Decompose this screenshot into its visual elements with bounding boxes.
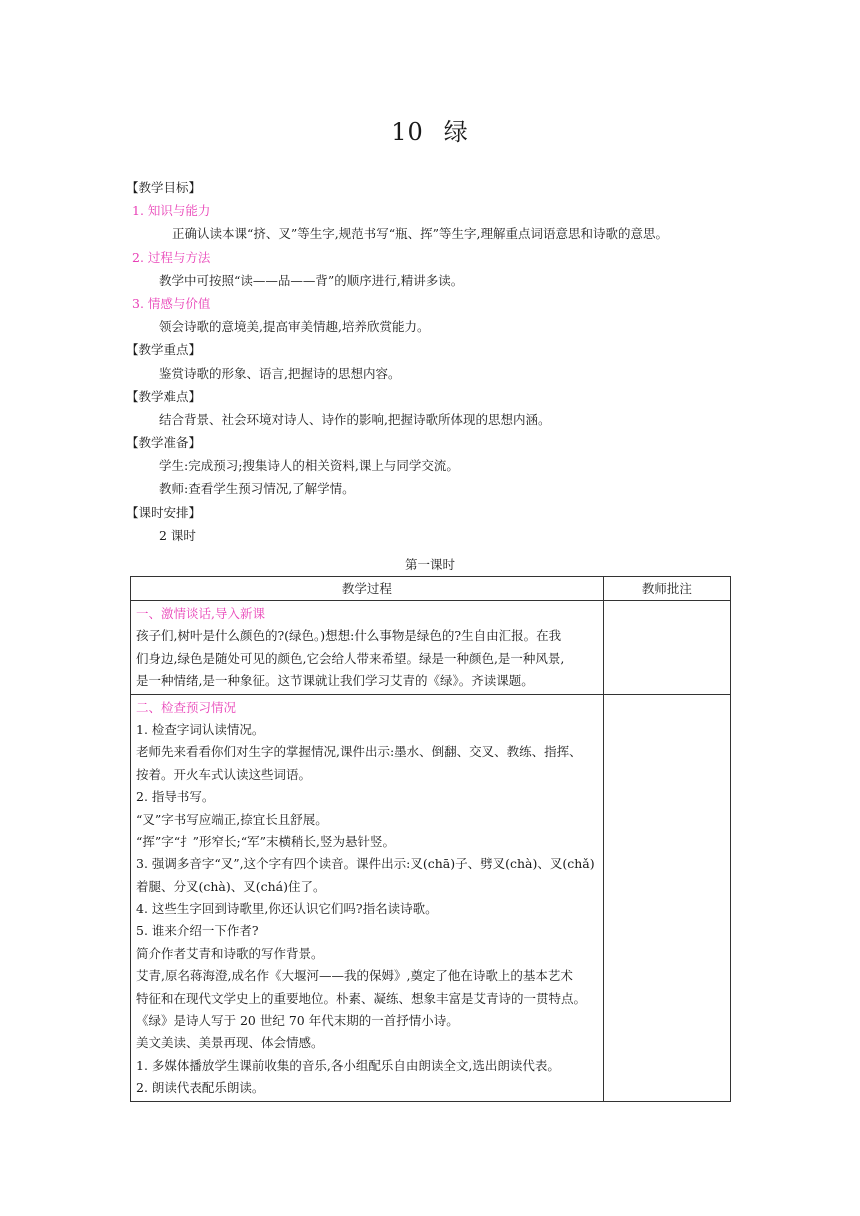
preparation-teacher-text: 教师:查看学生预习情况,了解学情。 [159,481,355,497]
text-line: 按着。开火车式认读这些词语。 [136,766,312,782]
text-line: 老师先来看看你们对生字的掌握情况,课件出示:墨水、倒翻、交叉、教练、指挥、 [136,744,582,760]
text-line: 1. 检查字词认读情况。 [136,721,265,737]
table-row [131,694,731,1101]
subheading-emotion: 3. 情感与价值 [132,295,211,311]
goal-knowledge-text: 正确认读本课“挤、叉”等生字,规范书写“瓶、挥”等生字,理解重点词语意思和诗歌的意思。 [172,226,669,242]
text-line: “叉”字书写应端正,捺宜长且舒展。 [136,811,328,827]
text-line: 是一种情绪,是一种象征。这节课就让我们学习艾青的《绿》。齐读课题。 [136,673,534,689]
section-heading-schedule: 【课时安排】 [126,504,202,520]
text-line: 们身边,绿色是随处可见的颜色,它会给人带来希望。绿是一种颜色,是一种风景, [136,650,565,666]
key-points-text: 鉴赏诗歌的形象、语言,把握诗的思想内容。 [159,365,401,381]
text-line: 1. 多媒体播放学生课前收集的音乐,各小组配乐自由朗读全文,选出朗读代表。 [136,1057,560,1073]
process-cell-intro [131,601,604,695]
header-process: 教学过程 [131,577,604,601]
text-line: 3. 强调多音字“叉”,这个字有四个读音。课件出示:叉(chā)子、劈叉(chà)、叉(chǎ) [136,856,595,872]
section-heading-preparation: 【教学准备】 [126,435,202,451]
preparation-student-text: 学生:完成预习;搜集诗人的相关资料,课上与同学交流。 [159,458,459,474]
lesson-number: 10 [391,118,424,146]
section-heading-goals: 【教学目标】 [126,180,202,195]
text-line: 2. 朗读代表配乐朗读。 [136,1080,265,1096]
header-notes: 教师批注 [603,577,730,601]
lesson-title [0,112,860,147]
lesson-plan-overview [126,176,732,547]
process-cell-preview [131,694,604,1101]
text-line: 孩子们,树叶是什么颜色的?(绿色。)想想:什么事物是绿色的?生自由汇报。在我 [136,628,562,644]
text-line: 美文美读、美景再现、体会情感。 [136,1035,324,1051]
step-heading-preview: 二、检查预习情况 [136,699,237,715]
text-line: 简介作者艾青和诗歌的写作背景。 [136,945,324,961]
schedule-text: 2 课时 [159,527,196,543]
text-line: “挥”字“扌”形窄长;“军”末横稍长,竖为悬针竖。 [136,833,396,849]
text-line: 4. 这些生字回到诗歌里,你还认识它们吗?指名读诗歌。 [136,901,438,917]
table-row [131,601,731,695]
lesson-name: 绿 [443,118,469,146]
step-heading-intro: 一、激情谈话,导入新课 [136,606,265,621]
notes-cell [603,694,730,1101]
subheading-process: 2. 过程与方法 [132,249,211,265]
goal-emotion-text: 领会诗歌的意境美,提高审美情趣,培养欣赏能力。 [159,319,430,335]
text-line: 艾青,原名蒋海澄,成名作《大堰河——我的保姆》,奠定了他在诗歌上的基本艺术 [136,968,573,984]
goal-process-text: 教学中可按照“读——品——背”的顺序进行,精讲多读。 [159,272,464,288]
text-line: 《绿》是诗人写于 20 世纪 70 年代末期的一首抒情小诗。 [136,1013,459,1029]
table-header-row [131,577,731,601]
difficulties-text: 结合背景、社会环境对诗人、诗作的影响,把握诗歌所体现的思想内涵。 [159,411,551,427]
text-line: 特征和在现代文学史上的重要地位。朴素、凝练、想象丰富是艾青诗的一贯特点。 [136,990,587,1006]
lesson-process-table [130,576,731,1102]
text-line: 5. 谁来介绍一下作者? [136,923,259,939]
section-heading-difficulties: 【教学难点】 [126,388,202,404]
text-line: 着腿、分叉(chà)、叉(chá)住了。 [136,878,326,894]
section-heading-key-points: 【教学重点】 [126,342,202,358]
subheading-knowledge: 1. 知识与能力 [132,203,211,219]
notes-cell [603,601,730,695]
table-caption: 第一课时 [404,557,455,572]
text-line: 2. 指导书写。 [136,789,215,805]
